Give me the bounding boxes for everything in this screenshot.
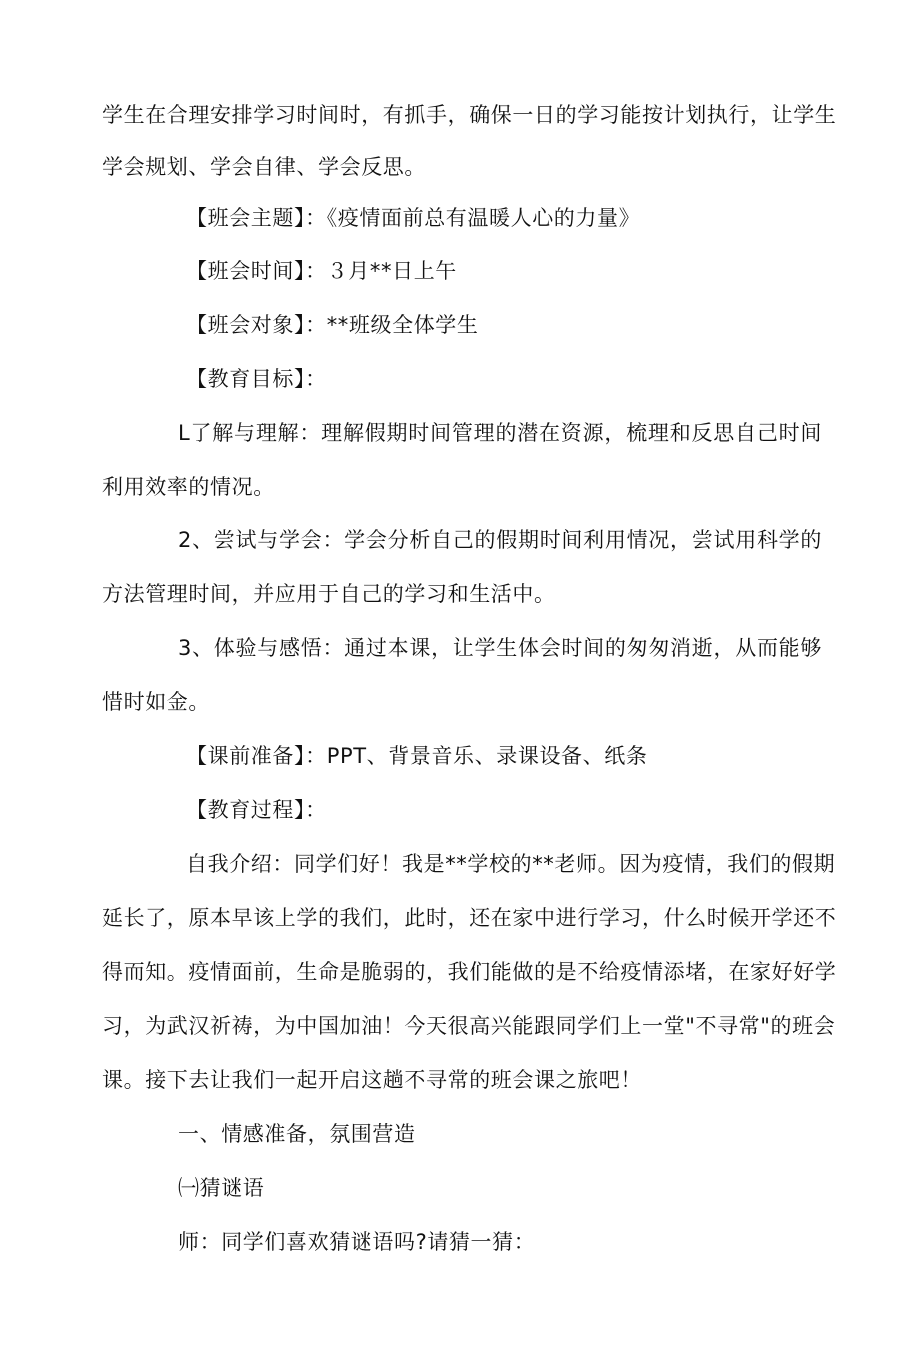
goal-2-line-1: 2、尝试与学会：学会分析自己的假期时间利用情况，尝试用科学的 — [178, 528, 822, 552]
goal-1-line-2: 利用效率的情况。 — [102, 475, 275, 499]
goal-3-line-1: 3、体验与感悟：通过本课，让学生体会时间的匆匆消逝，从而能够 — [178, 636, 822, 660]
self-intro-line-2: 延长了，原本早该上学的我们，此时，还在家中进行学习，什么时候开学还不 — [102, 906, 837, 930]
goal-1-line-1: L了解与理解：理解假期时间管理的潜在资源，梳理和反思自己时间 — [178, 421, 822, 445]
goal-2-line-2: 方法管理时间，并应用于自己的学习和生活中。 — [102, 582, 556, 606]
preparation-line: 【课前准备】：PPT、背景音乐、录课设备、纸条 — [186, 744, 648, 768]
intro-line-1: 学生在合理安排学习时间时，有抓手，确保一日的学习能按计划执行，让学生 — [102, 103, 837, 127]
goals-heading: 【教育目标】： — [186, 367, 327, 391]
teacher-line: 师：同学们喜欢猜谜语吗?请猜一猜： — [178, 1230, 536, 1254]
self-intro-line-1: 自我介绍：同学们好！我是**学校的**老师。因为疫情，我们的假期 — [186, 852, 836, 876]
self-intro-line-3: 得而知。疫情面前，生命是脆弱的，我们能做的是不给疫情添堵，在家好好学 — [102, 960, 837, 984]
theme-line: 【班会主题】：《疫情面前总有温暖人心的力量》 — [186, 206, 641, 230]
self-intro-line-5: 课。接下去让我们一起开启这趟不寻常的班会课之旅吧！ — [102, 1068, 642, 1092]
self-intro-line-4: 习，为武汉祈祷，为中国加油！今天很高兴能跟同学们上一堂"不寻常"的班会 — [102, 1014, 836, 1038]
intro-line-2: 学会规划、学会自律、学会反思。 — [102, 155, 426, 179]
audience-line: 【班会对象】：**班级全体学生 — [186, 313, 479, 337]
goal-3-line-2: 惜时如金。 — [102, 690, 210, 714]
time-line: 【班会时间】：３月**日上午 — [186, 259, 457, 283]
subsection-1-heading: ㈠猜谜语 — [178, 1176, 265, 1200]
process-heading: 【教育过程】： — [186, 798, 327, 822]
section-1-heading: 一、情感准备，氛围营造 — [178, 1122, 416, 1146]
